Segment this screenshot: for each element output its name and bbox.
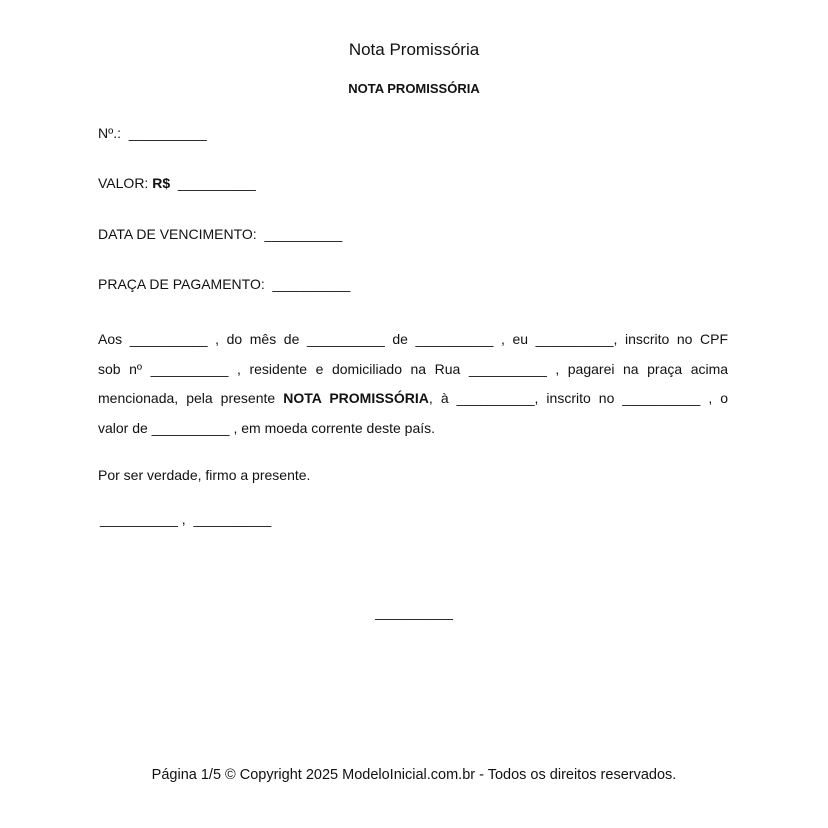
body-text: sob nº (98, 360, 143, 377)
value-currency: R$ (152, 175, 171, 191)
creditor-doc-blank: __________ (622, 390, 701, 406)
creditor-blank: __________ (456, 390, 535, 406)
due-date-blank: __________ (264, 226, 343, 242)
body-text: , residente e domiciliado na Rua (237, 360, 461, 377)
body-text: , inscrito no (534, 390, 615, 406)
body-text: , à (428, 390, 449, 406)
place-date-line (100, 510, 271, 528)
body-text: , inscrito no CPF (613, 331, 729, 347)
page-footer: Página 1/5 © Copyright 2025 ModeloInicial.com.br - Todos os direitos reservados. (151, 767, 677, 783)
value-field (98, 174, 256, 192)
body-text: mencionada, pela presente (98, 390, 276, 406)
body-text: , em moeda corrente deste país. (233, 419, 436, 436)
due-date-label: DATA DE VENCIMENTO: (98, 226, 257, 242)
due-date-field (98, 225, 342, 243)
number-blank: __________ (128, 125, 207, 141)
body-line-1 (98, 325, 728, 355)
body-text: Aos (98, 331, 123, 347)
body-line-2 (98, 355, 728, 385)
place-date-separator: , (181, 511, 186, 527)
promissory-body-paragraph (98, 325, 728, 443)
body-line-3 (98, 384, 728, 414)
date-blank: __________ (193, 511, 272, 527)
body-line-4 (98, 414, 728, 444)
payment-place-label: PRAÇA DE PAGAMENTO: (98, 276, 265, 292)
document-title: NOTA PROMISSÓRIA (348, 81, 480, 96)
month-blank: __________ (306, 331, 385, 347)
amount-blank: __________ (151, 419, 230, 436)
year-blank: __________ (415, 331, 494, 347)
body-text: valor de (98, 419, 148, 436)
cpf-blank: __________ (150, 360, 229, 377)
body-bold-text: NOTA PROMISSÓRIA (283, 390, 429, 406)
place-blank: __________ (100, 511, 178, 527)
body-text: , do mês de (215, 331, 300, 347)
signature-line: __________ (375, 604, 453, 620)
closing-statement: Por ser verdade, firmo a presente. (98, 467, 311, 483)
value-blank: __________ (177, 175, 256, 191)
body-text: , pagarei na praça acima (555, 360, 729, 377)
value-label: VALOR: (98, 175, 149, 191)
payment-place-field (98, 275, 350, 293)
issuer-name-blank: __________ (535, 331, 614, 347)
payment-place-blank: __________ (272, 276, 351, 292)
body-text: , eu (501, 331, 529, 347)
page-header-title: Nota Promissória (348, 40, 480, 59)
body-text: , o (708, 390, 729, 406)
day-blank: __________ (129, 331, 208, 347)
street-blank: __________ (468, 360, 547, 377)
number-label: Nº.: (98, 125, 122, 141)
number-field (98, 124, 207, 142)
body-text: de (392, 331, 408, 347)
